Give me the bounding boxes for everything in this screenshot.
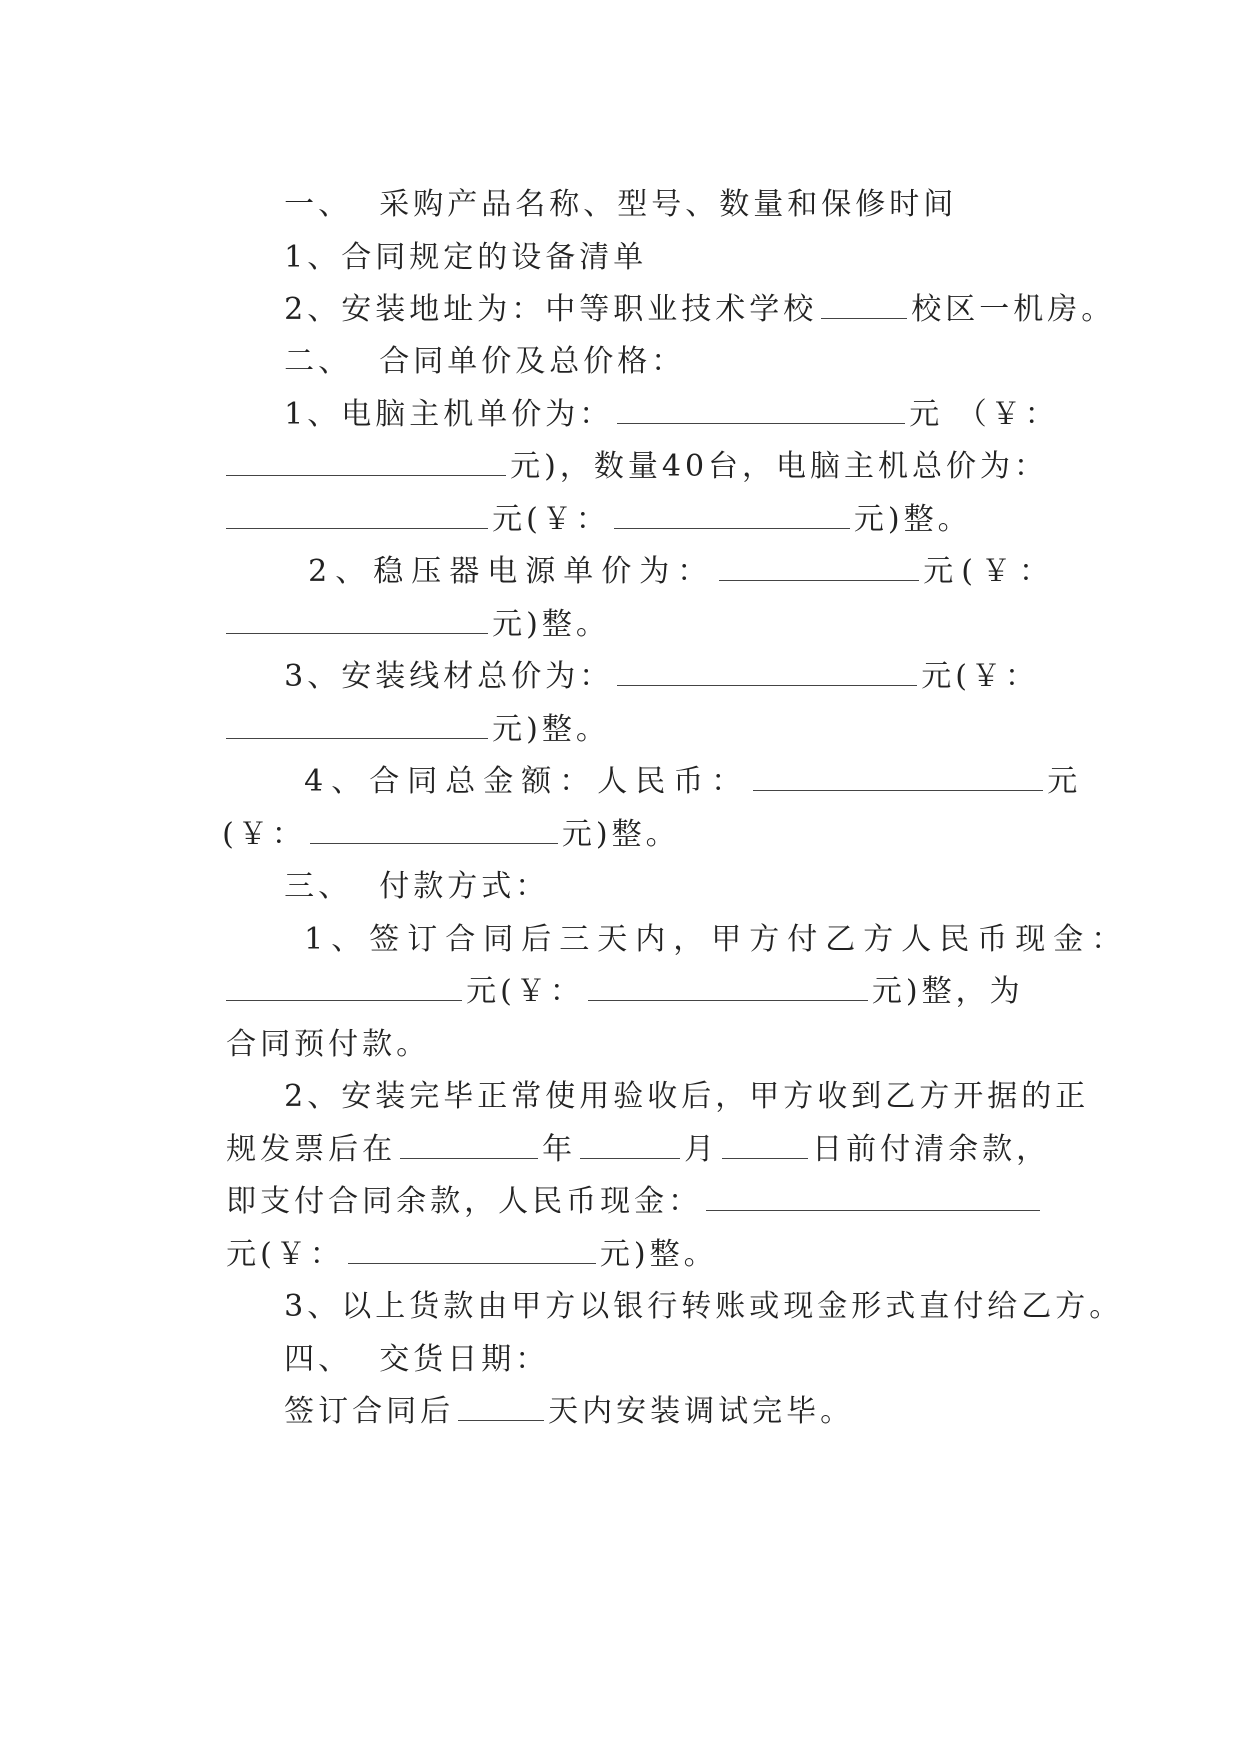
payment-method-line: 3、以上货款由甲方以银行转账或现金形式直付给乙方。 (284, 1289, 1124, 1324)
section-3-heading: 三、 付款方式： (284, 869, 550, 904)
balance-date-line: 规发票后在 年 月 日前付清余款， (226, 1132, 1051, 1167)
host-total-line: 元(￥： 元)整。 (168, 460, 972, 580)
equipment-list-line: 1、合同规定的设备清单 (284, 240, 648, 275)
contract-total-rmb-line: (￥： 元)整。 (222, 817, 680, 852)
balance-rmb-line: 元(￥： 元)整。 (226, 1237, 718, 1272)
balance-amount-line: 即支付合同余款，人民币现金： (172, 1142, 1044, 1262)
contract-total-blank (753, 764, 1043, 791)
section-1-heading: 一、 采购产品名称、型号、数量和保修时间 (284, 187, 958, 222)
cable-total-blank (617, 659, 917, 686)
section-2-heading: 二、 合同单价及总价格： (284, 344, 686, 379)
install-address-line: 2、安装地址为：中等职业技术学校 校区一机房。 (284, 292, 1116, 327)
prepayment-rmb-blank (588, 974, 868, 1001)
host-unit-price-line: 1、电脑主机单价为： 元 （￥： (284, 397, 1059, 432)
delivery-days-blank (458, 1394, 544, 1421)
balance-condition-line: 2、安装完毕正常使用验收后，甲方收到乙方开据的正 (284, 1079, 1090, 1114)
stabilizer-price-line: 2、稳压器电源单价为： 元(￥： (308, 554, 1057, 589)
host-quantity-line: 元)，数量40台，电脑主机总价为： (168, 407, 1048, 527)
section-4-heading: 四、 交货日期： (284, 1342, 550, 1377)
stabilizer-price-blank (719, 554, 919, 581)
prepayment-line: 1、签订合同后三天内，甲方付乙方人民币现金： (304, 922, 1130, 957)
stabilizer-price-rmb-line: 元)整。 (168, 565, 610, 685)
prepayment-amount-line: 元(￥： 元)整，为 (168, 932, 1024, 1052)
cable-total-rmb-line: 元)整。 (168, 670, 610, 790)
balance-amount-blank (706, 1184, 1040, 1211)
campus-blank (821, 292, 907, 319)
contract-total-line: 4、合同总金额：人民币： 元 (304, 764, 1086, 799)
prepayment-label-line: 合同预付款。 (226, 1027, 431, 1062)
delivery-days-line: 签订合同后 天内安装调试完毕。 (284, 1394, 855, 1429)
cable-total-line: 3、安装线材总价为： 元(￥： (284, 659, 1039, 694)
